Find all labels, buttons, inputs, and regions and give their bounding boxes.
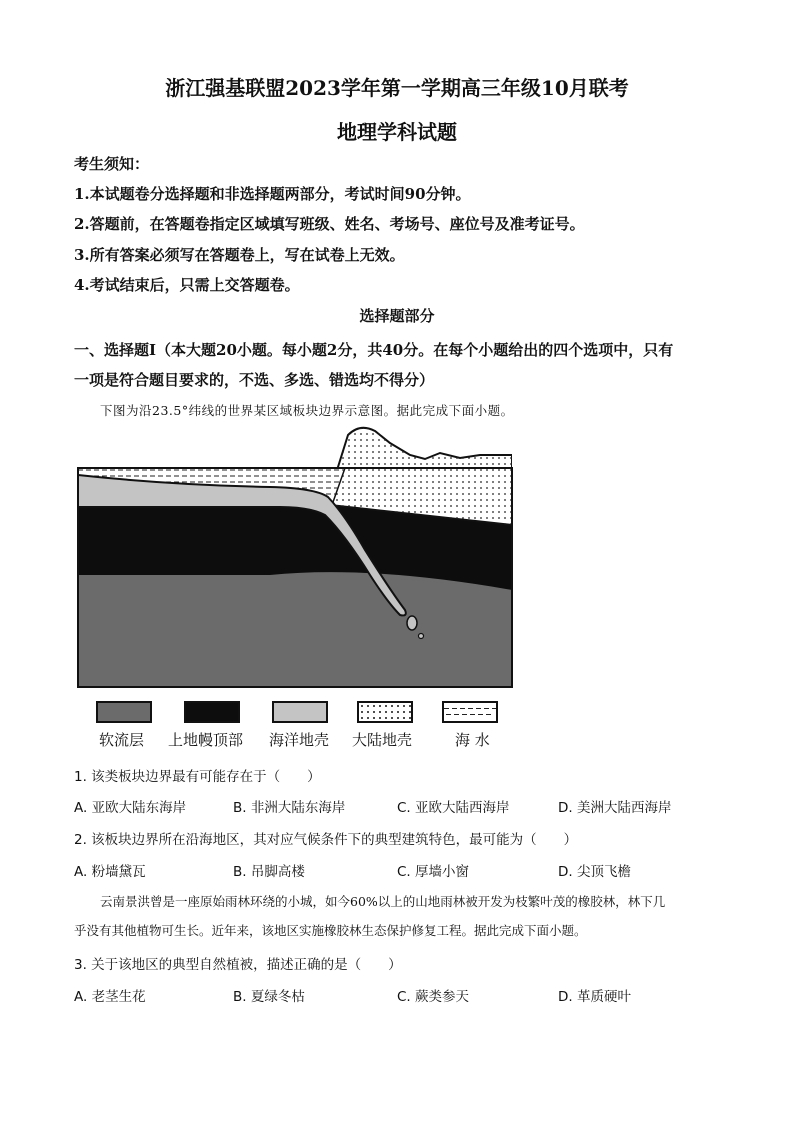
- option: C. 亚欧大陆西海岸: [397, 800, 510, 816]
- legend-label: 上地幔顶部: [168, 731, 244, 749]
- section-instruction: 一、选择题Ⅰ（本大题20小题。每小题2分，共40分。在每个小题给出的四个选项中，只有: [74, 341, 674, 359]
- legend-label: 软流层: [99, 731, 145, 749]
- legend-swatch-upper-mantle: [184, 701, 240, 723]
- notice-item: 4.考试结束后，只需上交答题卷。: [74, 276, 300, 294]
- passage-text: 乎没有其他植物可生长。近年来，该地区实施橡胶林生态保护修复工程。据此完成下面小题。: [74, 923, 587, 938]
- question-stem: 1. 该类板块边界最有可能存在于（ ）: [74, 769, 321, 785]
- option: A. 粉墙黛瓦: [74, 864, 146, 880]
- legend-swatch-oceanic-crust: [272, 701, 328, 723]
- notice-item: 3.所有答案必须写在答题卷上，写在试卷上无效。: [74, 246, 405, 264]
- figure-caption: 下图为沿23.5°纬线的世界某区域板块边界示意图。据此完成下面小题。: [100, 403, 514, 418]
- option: D. 革质硬叶: [558, 989, 631, 1005]
- asthenosphere-layer: [78, 575, 512, 687]
- option: B. 吊脚高楼: [233, 864, 305, 880]
- legend-label: 海 水: [455, 731, 490, 749]
- option: B. 非洲大陆东海岸: [233, 800, 346, 816]
- section-instruction: 一项是符合题目要求的，不选、多选、错选均不得分）: [74, 371, 435, 389]
- page-title: 浙江强基联盟2023学年第一学期高三年级10月联考: [165, 76, 629, 100]
- notice-item: 1.本试题卷分选择题和非选择题两部分，考试时间90分钟。: [74, 185, 471, 203]
- option: C. 厚墙小窗: [397, 864, 470, 880]
- option: D. 尖顶飞檐: [558, 864, 631, 880]
- option: D. 美洲大陆西海岸: [558, 800, 672, 816]
- section-heading: 选择题部分: [359, 307, 435, 325]
- page-subtitle: 地理学科试题: [337, 120, 457, 144]
- plate-boundary-diagram: [70, 425, 520, 695]
- option: A. 亚欧大陆东海岸: [74, 800, 187, 816]
- notice-item: 2.答题前，在答题卷指定区域填写班级、姓名、考场号、座位号及准考证号。: [74, 215, 585, 233]
- passage-text: 云南景洪曾是一座原始雨林环绕的小城，如今60%以上的山地雨林被开发为枝繁叶茂的橡胶林，林下几: [100, 894, 666, 909]
- question-stem: 2. 该板块边界所在沿海地区，其对应气候条件下的典型建筑特色，最可能为（ ）: [74, 832, 578, 848]
- legend-swatch-asthenosphere: [96, 701, 152, 723]
- option: B. 夏绿冬枯: [233, 989, 305, 1005]
- option: A. 老茎生花: [74, 989, 146, 1005]
- legend-label: 大陆地壳: [352, 731, 413, 749]
- legend-label: 海洋地壳: [269, 731, 330, 749]
- legend-swatch-seawater: [442, 701, 498, 723]
- notice-heading: 考生须知：: [74, 155, 150, 173]
- question-stem: 3. 关于该地区的典型自然植被，描述正确的是（ ）: [74, 957, 402, 973]
- option: C. 蕨类参天: [397, 989, 470, 1005]
- legend-swatch-continental-crust: [357, 701, 413, 723]
